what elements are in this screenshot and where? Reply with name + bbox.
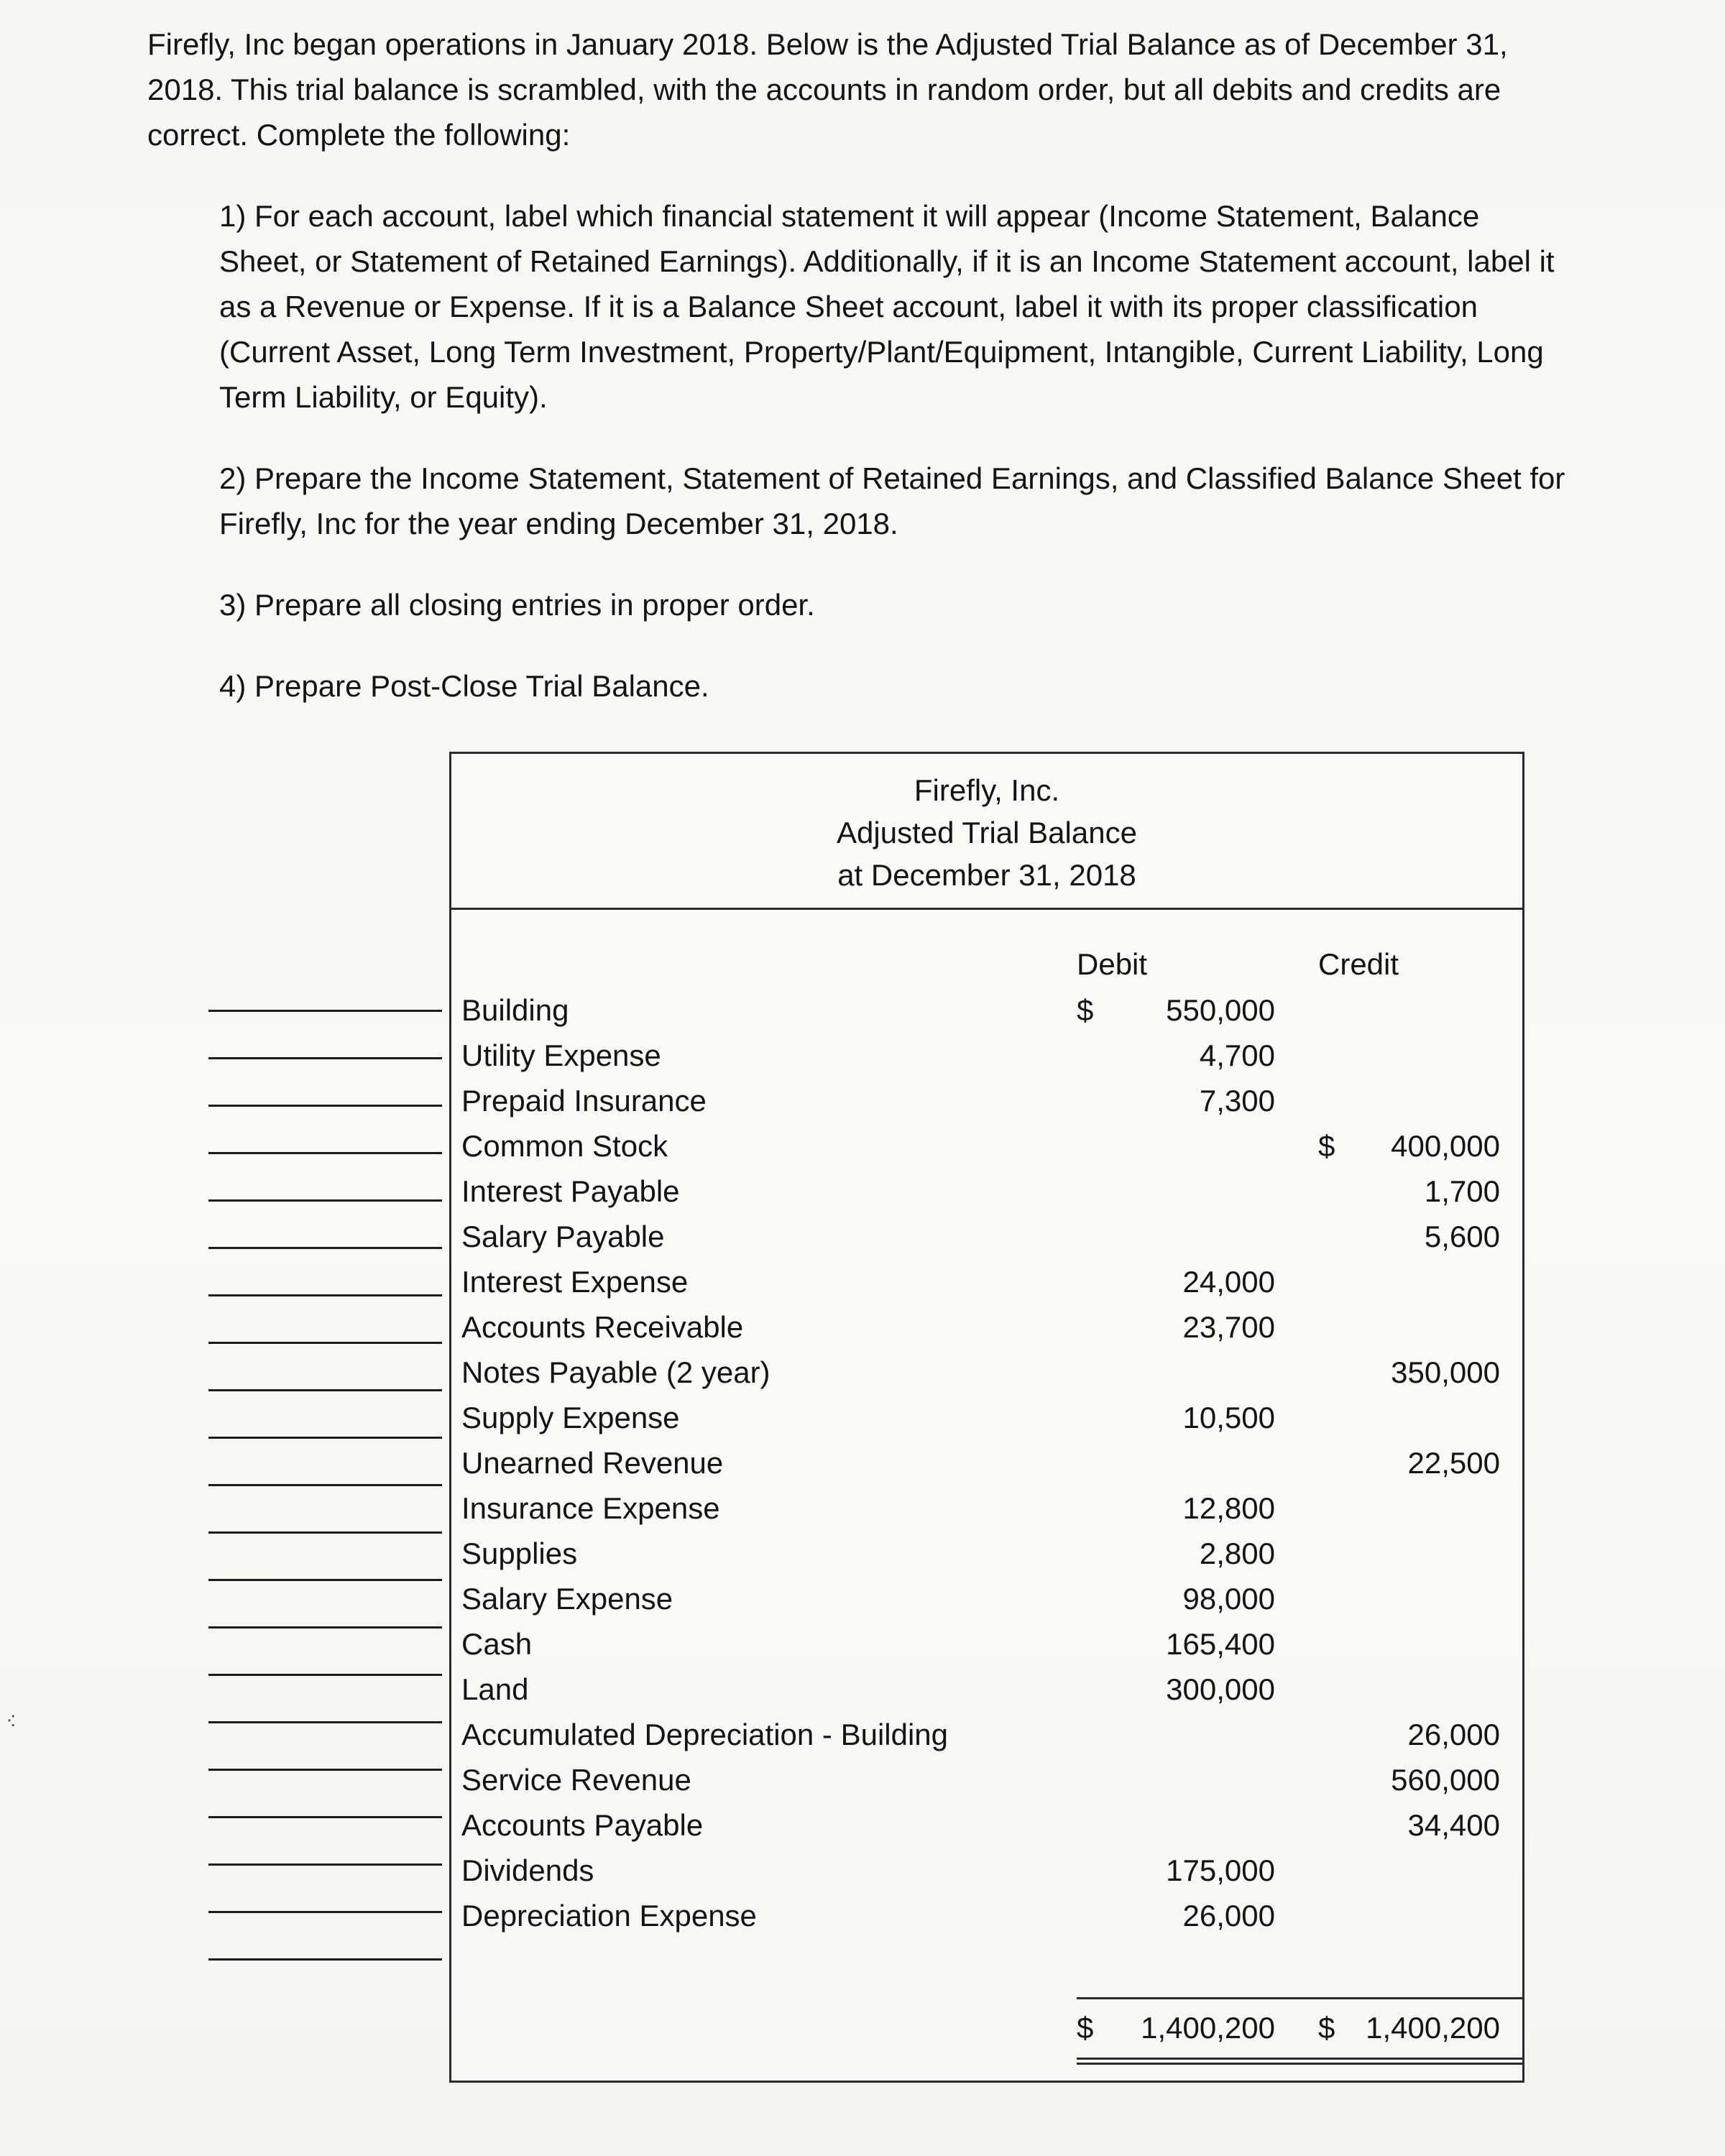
total-credit-dollar-sign: $ xyxy=(1318,2011,1335,2045)
debit-dollar-sign: $ xyxy=(1077,993,1094,1028)
credit-dollar-sign: $ xyxy=(1318,1129,1335,1164)
table-row xyxy=(451,1304,1522,1350)
answer-blank xyxy=(208,1771,442,1818)
answer-blank xyxy=(208,1723,442,1771)
total-debit-dollar-sign: $ xyxy=(1077,2011,1094,2045)
answer-blank xyxy=(208,1486,442,1534)
account-name: Utility Expense xyxy=(461,1038,661,1073)
answer-blank xyxy=(208,1676,442,1723)
debit-amount: 7,300 xyxy=(1199,1084,1275,1118)
debit-amount: 4,700 xyxy=(1199,1038,1275,1073)
trial-balance-table xyxy=(449,752,1524,2083)
account-rows xyxy=(451,987,1522,1938)
table-row xyxy=(451,1712,1522,1757)
instruction-3: 3) Prepare all closing entries in proper order. xyxy=(219,588,815,622)
debit-amount: 24,000 xyxy=(1182,1265,1275,1299)
instruction-2: 2) Prepare the Income Statement, Statement of Retained Earnings, and Classified Balance Sheet for Firefly, Inc for the year ending December 31, 2018. xyxy=(219,461,1565,540)
table-row xyxy=(451,1440,1522,1485)
report-date: at December 31, 2018 xyxy=(837,857,1136,892)
answer-blank xyxy=(208,1012,442,1059)
instruction-list xyxy=(147,193,1570,709)
instruction-1: 1) For each account, label which financial statement it will appear (Income Statement, Balance Sheet, or Statement of Retained Earnings). Additionally, if it is an Income Statement account, label it as a Revenue or Expense. If it is a Balance Sheet account, label it with its proper classification (Current Asset, Long Term Investment, Property/Plant/Equipment, Intangible, Current Liability, Long Term Liability, or Equity). xyxy=(219,199,1555,414)
table-row xyxy=(451,1576,1522,1621)
trial-balance-section xyxy=(147,752,1570,2083)
instruction-4: 4) Prepare Post-Close Trial Balance. xyxy=(219,669,709,703)
answer-blank xyxy=(208,1296,442,1344)
company-name: Firefly, Inc. xyxy=(914,773,1060,807)
credit-amount: 34,400 xyxy=(1407,1808,1500,1843)
table-row xyxy=(451,987,1522,1033)
table-row xyxy=(451,1893,1522,1938)
answer-blank xyxy=(208,1154,442,1202)
table-row xyxy=(451,1531,1522,1576)
answer-blank xyxy=(208,1391,442,1439)
credit-amount: 26,000 xyxy=(1407,1718,1500,1752)
debit-amount: 98,000 xyxy=(1182,1582,1275,1616)
credit-amount: 5,600 xyxy=(1424,1220,1500,1254)
account-name: Land xyxy=(461,1672,529,1707)
account-name: Building xyxy=(461,993,569,1028)
table-row xyxy=(451,1078,1522,1123)
account-name: Unearned Revenue xyxy=(461,1446,724,1480)
answer-blank xyxy=(208,1202,442,1249)
answer-blank xyxy=(208,1913,442,1961)
answer-blank xyxy=(208,1107,442,1154)
debit-amount: 550,000 xyxy=(1166,993,1275,1028)
account-name: Depreciation Expense xyxy=(461,1899,757,1933)
account-name: Salary Payable xyxy=(461,1220,665,1254)
answer-blank xyxy=(208,1249,442,1296)
credit-amount: 350,000 xyxy=(1391,1355,1500,1390)
answer-blank xyxy=(208,1534,442,1581)
total-row xyxy=(451,1997,1522,2065)
table-title-block xyxy=(451,754,1522,910)
report-name: Adjusted Trial Balance xyxy=(837,815,1137,849)
table-row xyxy=(451,1033,1522,1078)
credit-column-header: Credit xyxy=(1318,947,1399,982)
debit-amount: 26,000 xyxy=(1182,1899,1275,1933)
debit-amount: 10,500 xyxy=(1182,1401,1275,1435)
account-name: Common Stock xyxy=(461,1129,668,1164)
debit-amount: 300,000 xyxy=(1166,1672,1275,1707)
account-name: Accounts Payable xyxy=(461,1808,704,1843)
table-row xyxy=(451,1485,1522,1531)
answer-blank xyxy=(208,964,442,1012)
credit-amount: 1,700 xyxy=(1424,1174,1500,1209)
total-credit-amount: 1,400,200 xyxy=(1366,2011,1500,2045)
answer-blank xyxy=(208,1866,442,1913)
column-headers xyxy=(451,941,1522,987)
table-row xyxy=(451,1667,1522,1712)
debit-column-header: Debit xyxy=(1077,947,1148,982)
credit-amount: 400,000 xyxy=(1391,1129,1500,1164)
account-name: Notes Payable (2 year) xyxy=(461,1355,770,1390)
account-name: Salary Expense xyxy=(461,1582,673,1616)
table-row xyxy=(451,1848,1522,1893)
intro-paragraph: Firefly, Inc began operations in January 2018. Below is the Adjusted Trial Balance as of December 31, 2018. This trial balance is scrambled, with the accounts in random order, but all debits and credits are correct. Complete the following: xyxy=(147,27,1508,152)
table-row xyxy=(451,1259,1522,1304)
answer-blank xyxy=(208,1818,442,1866)
answer-blank xyxy=(208,1628,442,1676)
account-name: Interest Expense xyxy=(461,1265,689,1299)
table-row xyxy=(451,1350,1522,1395)
account-name: Dividends xyxy=(461,1853,594,1888)
answer-blank xyxy=(208,1344,442,1391)
account-name: Service Revenue xyxy=(461,1763,691,1797)
table-row xyxy=(451,1123,1522,1169)
total-amounts xyxy=(1077,1997,1522,2065)
answer-blanks xyxy=(208,964,442,2083)
table-row xyxy=(451,1169,1522,1214)
account-name: Accumulated Depreciation - Building xyxy=(461,1718,949,1752)
debit-amount: 175,000 xyxy=(1166,1853,1275,1888)
table-row xyxy=(451,1757,1522,1802)
answer-blank xyxy=(208,1439,442,1486)
table-row xyxy=(451,1621,1522,1667)
account-name: Insurance Expense xyxy=(461,1491,720,1526)
account-name: Prepaid Insurance xyxy=(461,1084,707,1118)
account-name: Supplies xyxy=(461,1537,578,1571)
account-name: Accounts Receivable xyxy=(461,1310,744,1345)
debit-amount: 165,400 xyxy=(1166,1627,1275,1662)
total-debit-amount: 1,400,200 xyxy=(1141,2011,1275,2045)
debit-amount: 2,800 xyxy=(1199,1537,1275,1571)
table-row xyxy=(451,1214,1522,1259)
credit-amount: 22,500 xyxy=(1407,1446,1500,1480)
account-name: Interest Payable xyxy=(461,1174,680,1209)
scan-mark xyxy=(6,1703,22,1728)
debit-amount: 23,700 xyxy=(1182,1310,1275,1345)
debit-amount: 12,800 xyxy=(1182,1491,1275,1526)
account-name: Supply Expense xyxy=(461,1401,680,1435)
answer-blank xyxy=(208,1059,442,1107)
account-name: Cash xyxy=(461,1627,533,1662)
table-row xyxy=(451,1802,1522,1848)
table-row xyxy=(451,1395,1522,1440)
credit-amount: 560,000 xyxy=(1391,1763,1500,1797)
answer-blank xyxy=(208,1581,442,1628)
